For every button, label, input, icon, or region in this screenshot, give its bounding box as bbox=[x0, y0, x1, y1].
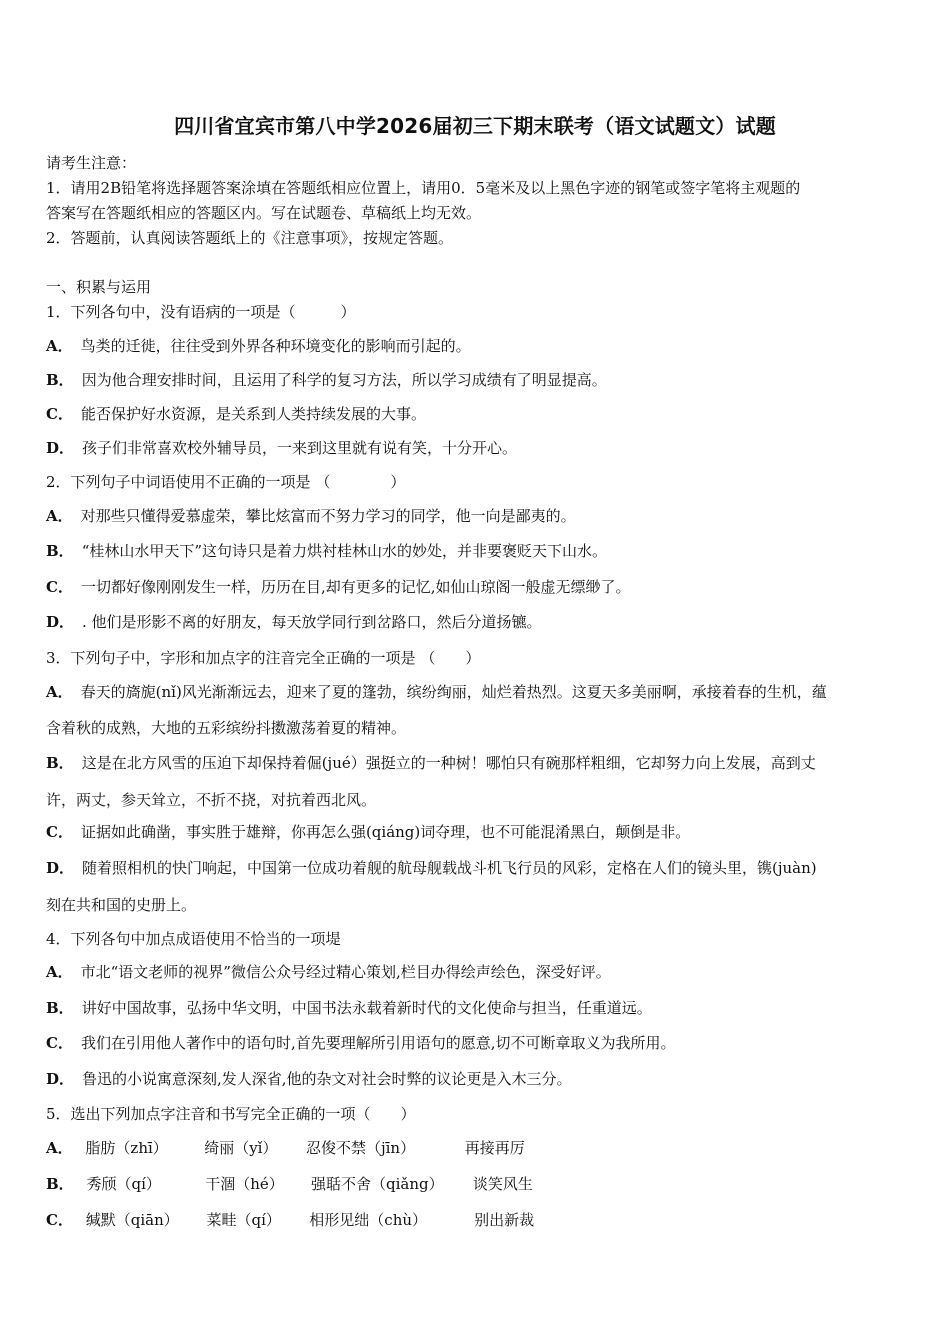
notice-heading: 请考生注意： bbox=[46, 154, 137, 172]
question-4-stem: 4．下列各句中加点成语使用不恰当的一项堤 bbox=[46, 930, 341, 948]
option-letter: A． bbox=[46, 963, 73, 981]
q1-option-b bbox=[46, 369, 607, 390]
page-title: 四川省宜宾市第八中学2026届初三下期末联考（语文试题文）试题 bbox=[174, 114, 776, 138]
option-text: 能否保护好水资源，是关系到人类持续发展的大事。 bbox=[80, 405, 426, 423]
q3-option-a-cont: 含着秋的成熟，大地的五彩缤纷抖擞激荡着夏的精神。 bbox=[46, 719, 407, 737]
option-letter: D． bbox=[46, 1070, 75, 1088]
q3-option-d bbox=[46, 857, 817, 878]
question-3-stem: 3．下列句子中，字形和加点字的注音完全正确的一项是 （ ） bbox=[46, 649, 481, 667]
q4-option-c bbox=[46, 1032, 676, 1053]
q1-option-d bbox=[46, 437, 517, 458]
option-text: 讲好中国故事，弘扬中华文明，中国书法永载着新时代的文化使命与担当，任重道远。 bbox=[81, 999, 652, 1017]
q2-option-b bbox=[46, 540, 607, 561]
q2-option-d bbox=[46, 611, 542, 632]
option-letter: D． bbox=[46, 859, 75, 877]
option-letter: C． bbox=[46, 823, 73, 841]
q5-option-a bbox=[46, 1137, 525, 1158]
question-1-stem: 1．下列各句中，没有语病的一项是（ ） bbox=[46, 303, 356, 321]
option-text: 春天的旖旎(nǐ)风光渐渐远去，迎来了夏的篷勃，缤纷绚丽，灿烂着热烈。这夏天多美丽啊，承接着春的生机，蕴 bbox=[80, 683, 827, 701]
option-term: 强聒不舍（qiǎng） bbox=[311, 1175, 444, 1193]
option-text: 鲁迅的小说寓意深刻,发人深省,他的杂文对社会时弊的议论更是入木三分。 bbox=[82, 1070, 572, 1088]
option-letter: A． bbox=[46, 683, 73, 701]
option-text: 随着照相机的快门响起，中国第一位成功着舰的航母舰载战斗机飞行员的风彩，定格在人们的镜头里，镌(juàn) bbox=[82, 859, 817, 877]
option-text: 对那些只懂得爱慕虚荣，攀比炫富而不努力学习的同学，他一向是鄙夷的。 bbox=[80, 507, 576, 525]
option-letter: B． bbox=[46, 999, 74, 1017]
option-text: “桂林山水甲天下”这句诗只是着力烘衬桂林山水的妙处，并非要褒贬天下山水。 bbox=[81, 542, 608, 560]
q3-option-a bbox=[46, 681, 827, 702]
option-text: 因为他合理安排时间，且运用了科学的复习方法，所以学习成绩有了明显提高。 bbox=[81, 371, 607, 389]
option-term: 相形见绌（chù） bbox=[309, 1211, 428, 1229]
option-letter: B． bbox=[46, 1175, 74, 1193]
q1-option-a bbox=[46, 335, 471, 356]
q5-option-c bbox=[46, 1209, 534, 1230]
option-letter: B． bbox=[46, 754, 74, 772]
option-text: 一切都好像刚刚发生一样，历历在目,却有更多的记忆,如仙山琼阁一般虚无缥缈了。 bbox=[80, 578, 631, 596]
option-letter: C． bbox=[46, 1034, 73, 1052]
option-term: 再接再厉 bbox=[464, 1139, 525, 1157]
q2-option-a bbox=[46, 505, 576, 526]
option-letter: C． bbox=[46, 578, 73, 596]
option-text: . 他们是形影不离的好朋友，每天放学同行到岔路口，然后分道扬镳。 bbox=[82, 613, 542, 631]
q4-option-b bbox=[46, 997, 652, 1018]
option-letter: A． bbox=[46, 1139, 73, 1157]
option-text: 证据如此确凿，事实胜于雄辩，你再怎么强(qiáng)词夺理，也不可能混淆黑白，颠倒是非。 bbox=[80, 823, 691, 841]
option-letter: D． bbox=[46, 439, 75, 457]
option-term: 脂肪（zhī） bbox=[85, 1139, 168, 1157]
option-text: 市北“语文老师的视界”微信公众号经过精心策划,栏目办得绘声绘色，深受好评。 bbox=[80, 963, 611, 981]
option-letter: C． bbox=[46, 405, 73, 423]
notice-item-1: 1．请用2B铅笔将选择题答案涂填在答题纸相应位置上，请用0．5毫米及以上黑色字迹的钢笔或签字笔将主观题的 bbox=[46, 179, 801, 197]
option-text: 孩子们非常喜欢校外辅导员，一来到这里就有说有笑，十分开心。 bbox=[82, 439, 518, 457]
option-term: 忍俊不禁（jīn） bbox=[305, 1139, 416, 1157]
q3-option-c bbox=[46, 821, 690, 842]
q2-option-c bbox=[46, 576, 631, 597]
option-text: 鸟类的迁徙，往往受到外界各种环境变化的影响而引起的。 bbox=[80, 337, 471, 355]
option-term: 干涸（hé） bbox=[205, 1175, 284, 1193]
option-term: 别出新裁 bbox=[474, 1211, 535, 1229]
option-letter: D． bbox=[46, 613, 75, 631]
notice-item-2: 2．答题前，认真阅读答题纸上的《注意事项》，按规定答题。 bbox=[46, 229, 454, 247]
section-heading: 一、积累与运用 bbox=[46, 278, 152, 296]
q4-option-a bbox=[46, 961, 611, 982]
option-term: 绮丽（yǐ） bbox=[204, 1139, 278, 1157]
q5-option-b bbox=[46, 1173, 533, 1194]
option-term: 秀颀（qí） bbox=[86, 1175, 161, 1193]
option-letter: B． bbox=[46, 371, 74, 389]
q3-option-d-cont: 刻在共和国的史册上。 bbox=[46, 896, 197, 914]
option-text: 我们在引用他人著作中的语句时,首先要理解所引用语句的愿意,切不可断章取义为我所用。 bbox=[80, 1034, 676, 1052]
option-term: 菜畦（qí） bbox=[206, 1211, 281, 1229]
question-2-stem: 2．下列句子中词语使用不正确的一项是 （ ） bbox=[46, 473, 406, 491]
q1-option-c bbox=[46, 403, 426, 424]
notice-item-1-cont: 答案写在答题纸相应的答题区内。写在试题卷、草稿纸上均无效。 bbox=[46, 204, 482, 222]
option-letter: C． bbox=[46, 1211, 73, 1229]
q4-option-d bbox=[46, 1068, 572, 1089]
question-5-stem: 5．选出下列加点字注音和书写完全正确的一项（ ） bbox=[46, 1105, 416, 1123]
option-letter: A． bbox=[46, 507, 73, 525]
option-term: 缄默（qiān） bbox=[85, 1211, 179, 1229]
q3-option-b-cont: 许，两丈，参天耸立，不折不挠，对抗着西北风。 bbox=[46, 791, 377, 809]
option-letter: B． bbox=[46, 542, 74, 560]
option-text: 这是在北方风雪的压迫下却保持着倔(jué）强挺立的一种树！哪怕只有碗那样粗细，它却努力向上发展，高到丈 bbox=[81, 754, 816, 772]
option-letter: A． bbox=[46, 337, 73, 355]
q3-option-b bbox=[46, 752, 816, 773]
option-term: 谈笑风生 bbox=[472, 1175, 533, 1193]
